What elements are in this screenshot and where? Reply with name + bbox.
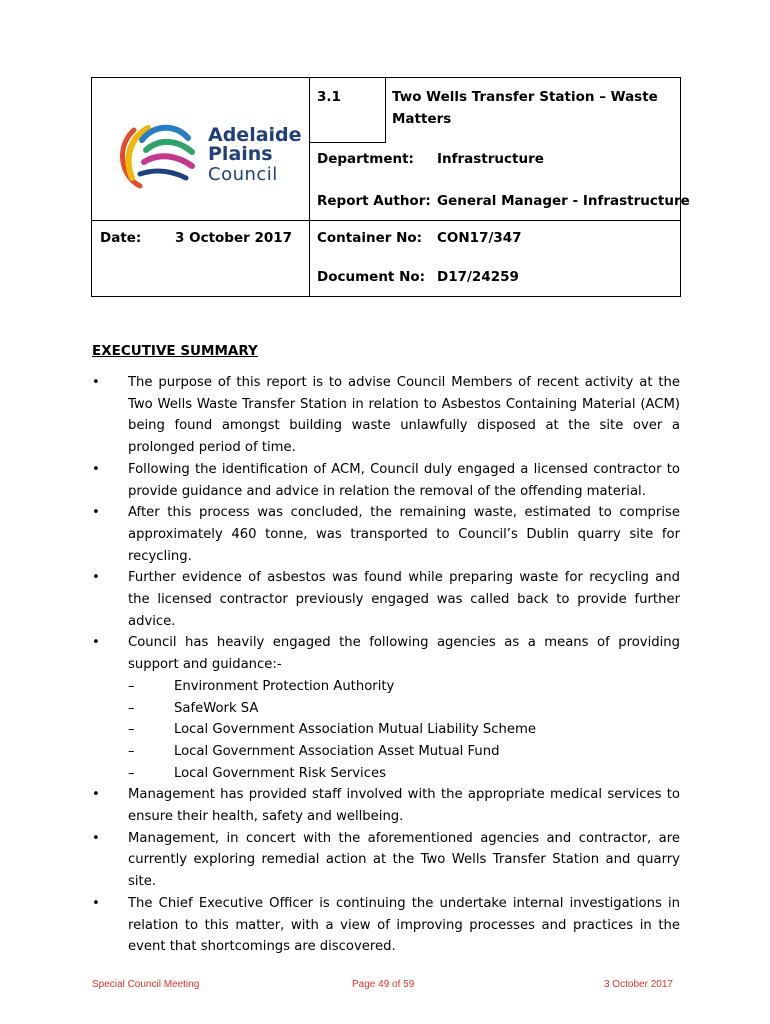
logo-cell — [92, 78, 310, 221]
list-item: • Management, in concert with the aforementioned agencies and contractor, are currently exploring remedial action at the Two Wells Transfer Station and quarry site. — [92, 830, 680, 890]
report-title-line2: Matters — [392, 111, 452, 127]
agency-item: – Local Government Association Mutual Liability Scheme — [128, 722, 536, 738]
agency-item: – Environment Protection Authority — [128, 678, 395, 694]
executive-summary-heading: EXECUTIVE SUMMARY — [92, 343, 258, 359]
container-label: Container No: — [317, 230, 423, 246]
list-item: • The Chief Executive Officer is continuing the undertake internal investigations in relation to this matter, with a view of improving processes and practices in the event that shortcomings are discovered. — [92, 895, 680, 955]
item-number: 3.1 — [317, 89, 341, 105]
department-value: Infrastructure — [437, 151, 544, 167]
summary-list — [92, 372, 680, 958]
footer-date: 3 October 2017 — [604, 979, 673, 990]
list-item: • Council has heavily engaged the following agencies as a means of providing support and guidance:- — [92, 635, 680, 673]
council-logo — [112, 116, 312, 196]
list-item: • Management has provided staff involved with the appropriate medical services to ensure their health, safety and wellbeing. — [92, 787, 680, 825]
author-label: Report Author: — [317, 193, 431, 209]
logo-name — [208, 126, 302, 164]
agency-item: – Local Government Association Asset Mutual Fund — [128, 743, 500, 759]
report-title-line1: Two Wells Transfer Station – Waste — [392, 89, 658, 105]
date-label: Date: — [100, 230, 142, 246]
council-logo-icon — [112, 116, 202, 196]
document-value: D17/24259 — [437, 269, 519, 285]
document-label: Document No: — [317, 269, 426, 285]
author-value: General Manager - Infrastructure — [437, 193, 690, 209]
logo-line-1: Adelaide — [208, 124, 302, 146]
list-item: • Following the identification of ACM, Council duly engaged a licensed contractor to provide guidance and advice in relation the removal of the offending material. — [92, 461, 680, 499]
container-value: CON17/347 — [437, 230, 522, 246]
footer-meeting: Special Council Meeting — [92, 979, 200, 990]
department-label: Department: — [317, 151, 414, 167]
list-item: • Further evidence of asbestos was found while preparing waste for recycling and the licensed contractor previously engaged was called back to provide further advice. — [92, 570, 680, 629]
list-item: • After this process was concluded, the remaining waste, estimated to comprise approximately 460 tonne, was transported to Council’s Dublin quarry site for recycling. — [92, 505, 680, 564]
date-cell — [92, 221, 310, 297]
report-header-table — [91, 77, 690, 297]
agency-item: – Local Government Risk Services — [128, 765, 386, 781]
footer-page-number: Page 49 of 59 — [352, 979, 415, 990]
agency-item: – SafeWork SA — [128, 700, 259, 716]
date-value: 3 October 2017 — [175, 230, 293, 246]
list-item: • The purpose of this report is to advise Council Members of recent activity at the Two Wells Waste Transfer Station in relation to Asbestos Containing Material (ACM) being found amongst building waste unlawfully disposed at the site over a prolonged period of time. — [92, 375, 680, 456]
logo-line-2: Plains — [208, 143, 273, 165]
logo-line-3: Council — [208, 164, 278, 185]
